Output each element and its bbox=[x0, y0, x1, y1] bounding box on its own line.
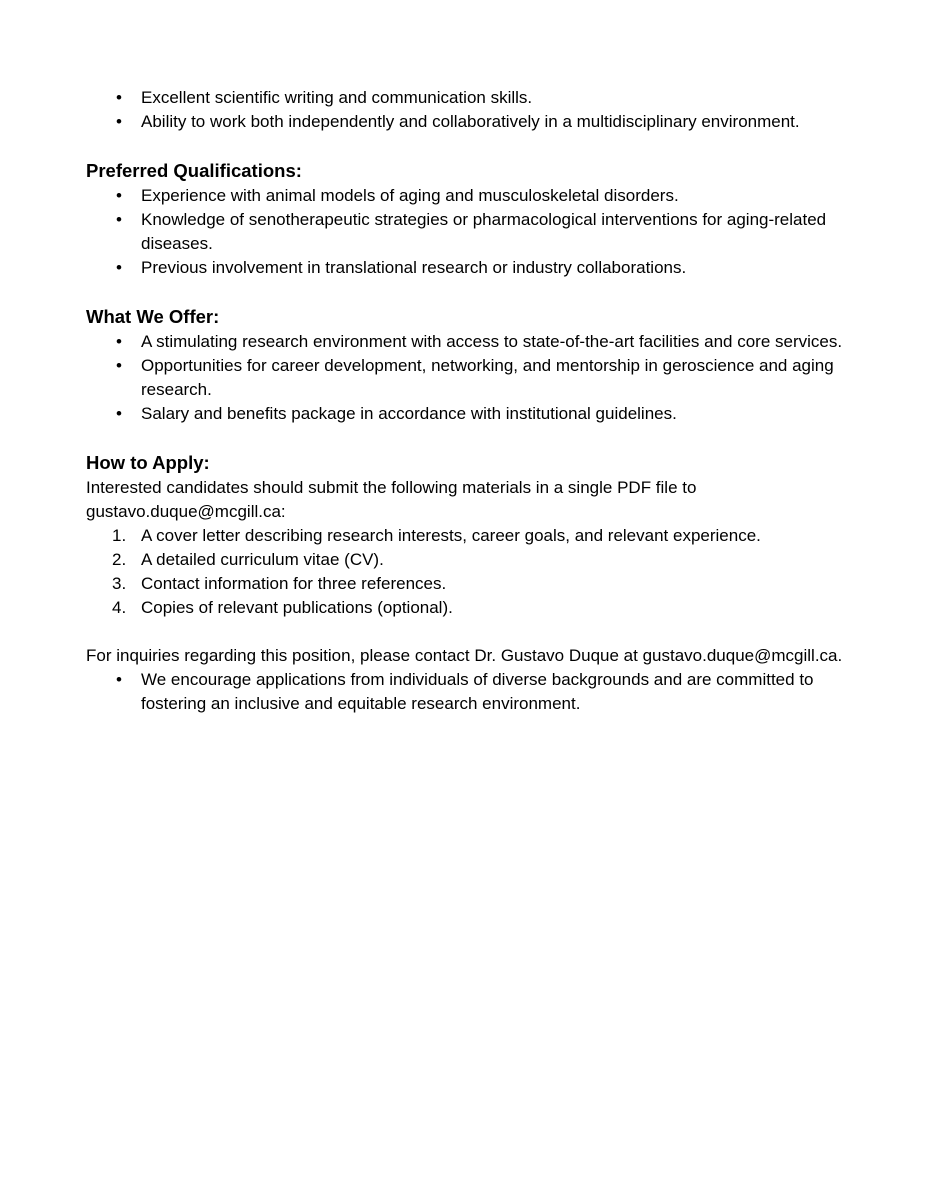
bullet-icon: • bbox=[116, 210, 122, 229]
bullet-icon: • bbox=[116, 356, 122, 375]
list-item-text: We encourage applications from individuals of diverse backgrounds and are committed to fostering an inclusive and equitable research environment. bbox=[141, 670, 814, 713]
list-number: 2. bbox=[112, 550, 127, 569]
list-number: 4. bbox=[112, 598, 127, 617]
list-item bbox=[86, 184, 846, 208]
list-item-text: A detailed curriculum vitae (CV). bbox=[141, 550, 384, 569]
list-item bbox=[86, 86, 846, 110]
list-number: 1. bbox=[112, 526, 127, 545]
bullet-icon: • bbox=[116, 670, 122, 689]
list-item bbox=[86, 354, 846, 402]
list-item bbox=[86, 596, 846, 620]
bullet-icon: • bbox=[116, 186, 122, 205]
list-item bbox=[86, 524, 846, 548]
requirements-list bbox=[86, 86, 846, 134]
what-we-offer-list bbox=[86, 330, 846, 426]
bullet-icon: • bbox=[116, 404, 122, 423]
list-item bbox=[86, 572, 846, 596]
preferred-qualifications-list bbox=[86, 184, 846, 280]
bullet-icon: • bbox=[116, 258, 122, 277]
what-we-offer-heading: What We Offer: bbox=[86, 306, 220, 327]
document-page bbox=[86, 86, 846, 716]
list-item-text: Opportunities for career development, networking, and mentorship in geroscience and aging research. bbox=[141, 356, 834, 399]
what-we-offer-section bbox=[86, 304, 846, 426]
bullet-icon: • bbox=[116, 88, 122, 107]
bullet-icon: • bbox=[116, 112, 122, 131]
list-item bbox=[86, 402, 846, 426]
list-item-text: Experience with animal models of aging and musculoskeletal disorders. bbox=[141, 186, 679, 205]
preferred-qualifications-heading: Preferred Qualifications: bbox=[86, 160, 302, 181]
list-item bbox=[86, 208, 846, 256]
list-item bbox=[86, 110, 846, 134]
list-item bbox=[86, 256, 846, 280]
diversity-statement-list bbox=[86, 668, 846, 716]
list-item-text: A cover letter describing research interests, career goals, and relevant experience. bbox=[141, 526, 761, 545]
list-item-text: Copies of relevant publications (optional). bbox=[141, 598, 453, 617]
list-item-text: Contact information for three references. bbox=[141, 574, 447, 593]
list-item bbox=[86, 548, 846, 572]
application-materials-list bbox=[86, 524, 846, 620]
list-item bbox=[86, 668, 846, 716]
list-item-text: Excellent scientific writing and communication skills. bbox=[141, 88, 533, 107]
apply-intro: Interested candidates should submit the following materials in a single PDF file to gustavo.duque@mcgill.ca: bbox=[86, 478, 697, 521]
list-item bbox=[86, 330, 846, 354]
list-item-text: Salary and benefits package in accordance with institutional guidelines. bbox=[141, 404, 677, 423]
how-to-apply-section bbox=[86, 450, 846, 716]
spacer bbox=[86, 620, 846, 644]
list-item-text: Previous involvement in translational research or industry collaborations. bbox=[141, 258, 687, 277]
list-item-text: Knowledge of senotherapeutic strategies or pharmacological interventions for aging-related diseases. bbox=[141, 210, 827, 253]
preferred-qualifications-section bbox=[86, 158, 846, 280]
how-to-apply-heading: How to Apply: bbox=[86, 452, 210, 473]
inquiries-text: For inquiries regarding this position, please contact Dr. Gustavo Duque at gustavo.duque@mcgill.ca. bbox=[86, 646, 843, 665]
bullet-icon: • bbox=[116, 332, 122, 351]
list-number: 3. bbox=[112, 574, 127, 593]
list-item-text: Ability to work both independently and collaboratively in a multidisciplinary environment. bbox=[141, 112, 800, 131]
list-item-text: A stimulating research environment with access to state-of-the-art facilities and core services. bbox=[141, 332, 843, 351]
